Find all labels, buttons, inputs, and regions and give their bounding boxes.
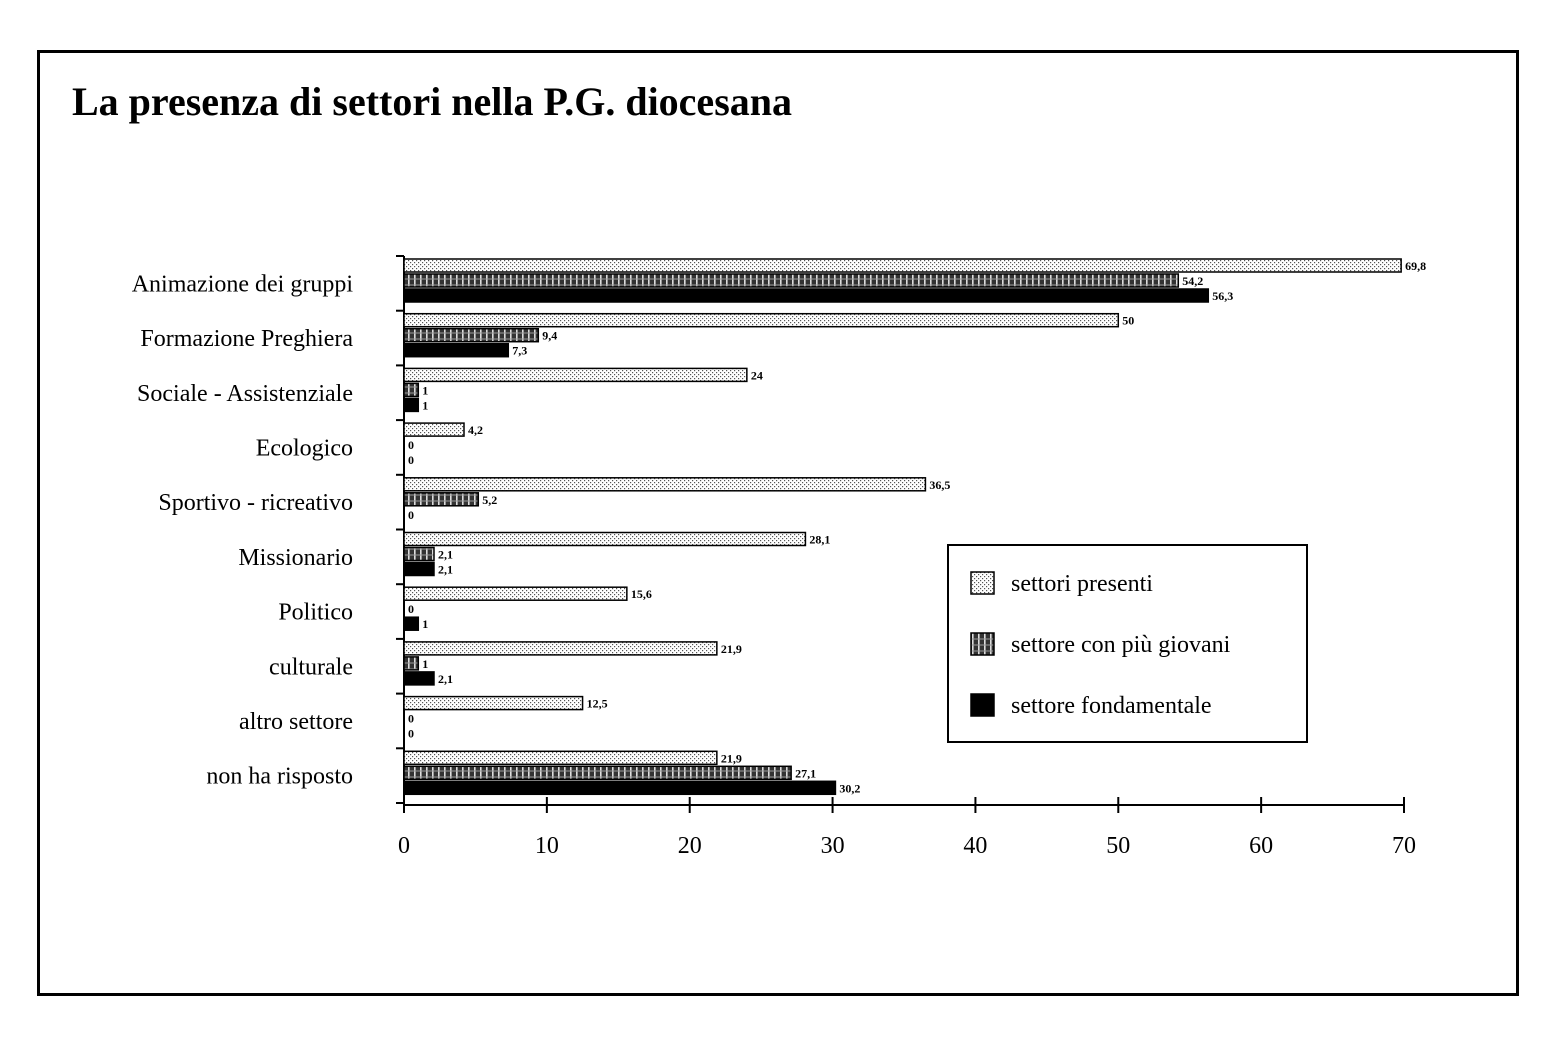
value-label: 21,9 xyxy=(720,641,742,656)
value-label: 2,1 xyxy=(438,547,453,562)
value-label: 27,1 xyxy=(795,766,817,781)
legend-swatch-solid xyxy=(971,694,994,716)
legend-label: settori presenti xyxy=(1011,571,1153,597)
bar-hatched xyxy=(404,329,538,342)
value-label: 69,8 xyxy=(1405,259,1427,273)
value-label: 1 xyxy=(422,617,429,632)
value-label: 56,3 xyxy=(1212,289,1234,303)
x-tick-label: 30 xyxy=(820,833,845,859)
value-label: 50 xyxy=(1122,313,1135,328)
value-label: 1 xyxy=(422,383,429,398)
value-label: 21,9 xyxy=(720,751,742,766)
x-tick-label: 0 xyxy=(398,833,410,859)
legend-swatch-hatched xyxy=(971,633,994,655)
legend-label: settore fondamentale xyxy=(1011,693,1212,719)
category-label: Sportivo - ricreativo xyxy=(158,490,353,517)
category-label: Sociale - Assistenziale xyxy=(137,380,353,407)
category-label: Missionario xyxy=(238,544,353,571)
x-tick-label: 10 xyxy=(534,833,559,859)
value-label: 2,1 xyxy=(438,671,453,686)
bar-solid xyxy=(404,398,418,411)
category-label: Politico xyxy=(278,599,353,626)
bar-hatched xyxy=(404,274,1178,287)
bar-solid xyxy=(404,617,418,630)
bar-solid xyxy=(404,781,835,794)
bar-dotted xyxy=(404,533,805,546)
bar-dotted xyxy=(404,751,717,764)
legend xyxy=(948,545,1307,742)
category-label: non ha risposto xyxy=(206,763,353,790)
value-label: 54,2 xyxy=(1182,274,1204,288)
value-label: 7,3 xyxy=(512,343,528,358)
bar-solid xyxy=(404,563,434,576)
bar-hatched xyxy=(404,383,418,396)
category-label: Ecologico xyxy=(255,435,353,462)
value-label: 0 xyxy=(408,453,414,468)
bar-dotted xyxy=(404,478,925,491)
value-label: 30,2 xyxy=(839,781,861,796)
category-label: culturale xyxy=(269,654,353,681)
bar-dotted xyxy=(404,423,464,436)
bar-hatched xyxy=(404,493,478,506)
value-label: 1 xyxy=(422,398,429,413)
value-label: 4,2 xyxy=(468,423,483,438)
bar-dotted xyxy=(404,587,627,600)
bar-dotted xyxy=(404,642,717,655)
category-label: Formazione Preghiera xyxy=(140,326,353,353)
value-label: 1 xyxy=(422,656,429,671)
value-label: 36,5 xyxy=(929,477,951,492)
x-tick-label: 70 xyxy=(1392,833,1416,859)
chart-title: La presenza di settori nella P.G. diocesana xyxy=(72,79,792,124)
value-label: 0 xyxy=(408,438,414,453)
value-label: 0 xyxy=(408,602,414,617)
value-label: 15,6 xyxy=(630,587,652,602)
x-tick-label: 50 xyxy=(1106,833,1131,859)
value-label: 9,4 xyxy=(542,328,558,343)
x-tick-label: 20 xyxy=(677,833,702,859)
bar-dotted xyxy=(404,368,747,381)
value-label: 12,5 xyxy=(586,696,608,711)
value-label: 24 xyxy=(750,368,763,383)
value-label: 0 xyxy=(408,726,414,741)
value-label: 0 xyxy=(408,711,414,726)
bar-dotted xyxy=(404,697,583,710)
bar-hatched xyxy=(404,766,791,779)
bar-solid xyxy=(404,289,1208,302)
legend-swatch-dotted xyxy=(971,572,994,594)
bar-hatched xyxy=(404,548,434,561)
bar-solid xyxy=(404,672,434,685)
bar-dotted xyxy=(404,314,1118,327)
value-label: 28,1 xyxy=(809,532,831,547)
bar-dotted xyxy=(404,259,1401,272)
legend-label: settore con più giovani xyxy=(1011,632,1231,658)
value-label: 2,1 xyxy=(438,562,453,577)
value-label: 0 xyxy=(408,507,414,522)
x-tick-label: 60 xyxy=(1249,833,1274,859)
value-label: 5,2 xyxy=(482,492,498,507)
bar-solid xyxy=(404,344,508,357)
category-label: Animazione dei gruppi xyxy=(131,271,353,298)
x-tick-label: 40 xyxy=(963,833,988,859)
bar-hatched xyxy=(404,657,418,670)
category-label: altro settore xyxy=(239,708,353,735)
